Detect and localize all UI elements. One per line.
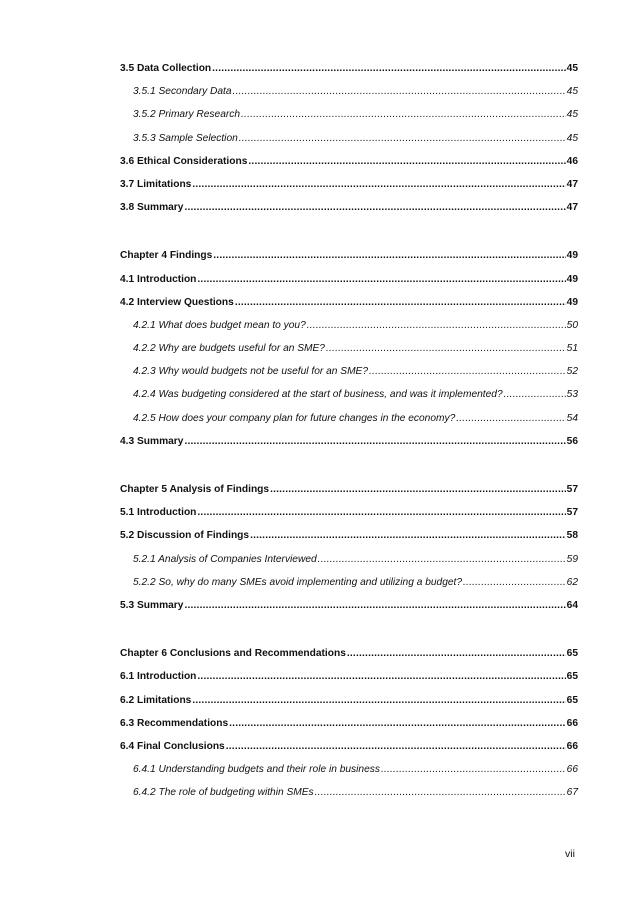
- toc-entry[interactable]: [120, 57, 578, 80]
- toc-entry[interactable]: [120, 478, 578, 501]
- toc-entry-page: 52: [566, 366, 578, 378]
- toc-entry-title: 4.2 Interview Questions: [120, 296, 234, 308]
- toc-subentry[interactable]: [120, 407, 578, 430]
- toc-dot-leader: [270, 478, 566, 501]
- toc-subentry[interactable]: [120, 781, 578, 804]
- toc-dot-leader: [241, 103, 566, 126]
- toc-dot-leader: [307, 314, 566, 337]
- toc-entry-page: 66: [566, 740, 578, 752]
- toc-entry-page: 45: [566, 86, 578, 98]
- toc-dot-leader: [212, 57, 566, 80]
- toc-entry-title: 6.1 Introduction: [120, 671, 197, 683]
- toc-entry-page: 64: [566, 599, 578, 611]
- toc-entry-title: 3.6 Ethical Considerations: [120, 155, 248, 167]
- toc-dot-leader: [315, 781, 566, 804]
- toc-entry-page: 65: [566, 648, 578, 660]
- toc-entry[interactable]: [120, 430, 578, 453]
- toc-subentry[interactable]: [120, 548, 578, 571]
- toc-entry-page: 47: [566, 178, 578, 190]
- toc-dot-leader: [369, 360, 566, 383]
- toc-dot-leader: [239, 127, 566, 150]
- toc-dot-leader: [197, 501, 565, 524]
- toc-entry[interactable]: [120, 291, 578, 314]
- toc-entry[interactable]: [120, 524, 578, 547]
- toc-entry-title: 4.2.1 What does budget mean to you?: [133, 319, 306, 331]
- toc-subentry[interactable]: [120, 571, 578, 594]
- toc-entry-page: 62: [566, 576, 578, 588]
- toc-entry-page: 46: [566, 155, 578, 167]
- toc-entry-page: 65: [566, 694, 578, 706]
- page-number: vii: [565, 848, 575, 860]
- toc-entry-page: 45: [566, 109, 578, 121]
- toc-entry-title: 4.1 Introduction: [120, 273, 197, 285]
- toc-entry-title: 4.2.3 Why would budgets not be useful for an SME?: [133, 366, 369, 378]
- toc-dot-leader: [213, 244, 565, 267]
- toc-entry-page: 49: [566, 250, 578, 262]
- toc-entry-page: 51: [566, 343, 578, 355]
- toc-entry-title: 3.8 Summary: [120, 202, 184, 214]
- toc-dot-leader: [184, 430, 565, 453]
- toc-entry-page: 57: [566, 484, 578, 495]
- toc-entry-title: 5.2.1 Analysis of Companies Interviewed: [133, 553, 317, 565]
- toc-entry-page: 57: [566, 507, 578, 519]
- toc-entry-page: 59: [566, 553, 578, 565]
- toc-entry-title: 5.3 Summary: [120, 599, 184, 611]
- toc-entry-page: 49: [566, 296, 578, 308]
- toc-entry-title: 4.2.4 Was budgeting considered at the start of business, and was it implemented?: [133, 389, 503, 401]
- toc-subentry[interactable]: [120, 337, 578, 360]
- toc-entry[interactable]: [120, 150, 578, 173]
- toc-entry-title: 4.2.5 How does your company plan for future changes in the economy?: [133, 412, 456, 424]
- toc-dot-leader: [184, 196, 565, 219]
- toc-entry-title: 5.2.2 So, why do many SMEs avoid implementing and utilizing a budget?: [133, 576, 463, 588]
- toc-dot-leader: [381, 758, 566, 781]
- toc-entry[interactable]: [120, 642, 578, 665]
- toc-entry-page: 67: [566, 787, 578, 799]
- toc-entry-title: 6.4.2 The role of budgeting within SMEs: [133, 787, 314, 799]
- toc-subentry[interactable]: [120, 314, 578, 337]
- table-of-contents: [120, 57, 578, 804]
- toc-entry-title: 4.2.2 Why are budgets useful for an SME?: [133, 343, 325, 355]
- toc-dot-leader: [326, 337, 566, 360]
- toc-entry-page: 56: [566, 435, 578, 447]
- toc-dot-leader: [456, 407, 565, 430]
- toc-entry-title: 3.5.3 Sample Selection: [133, 132, 238, 144]
- toc-entry-title: 6.2 Limitations: [120, 694, 192, 706]
- toc-subentry[interactable]: [120, 103, 578, 126]
- toc-entry-title: 4.3 Summary: [120, 435, 184, 447]
- toc-subentry[interactable]: [120, 127, 578, 150]
- toc-entry-title: 3.7 Limitations: [120, 178, 192, 190]
- toc-dot-leader: [233, 80, 566, 103]
- toc-entry-title: Chapter 6 Conclusions and Recommendations: [120, 648, 346, 660]
- toc-dot-leader: [192, 173, 565, 196]
- section-spacer: [120, 453, 578, 478]
- toc-entry-page: 49: [566, 273, 578, 285]
- toc-dot-leader: [318, 548, 566, 571]
- toc-entry-title: 3.5 Data Collection: [120, 63, 212, 74]
- toc-subentry[interactable]: [120, 80, 578, 103]
- toc-entry-page: 53: [566, 389, 578, 401]
- toc-subentry[interactable]: [120, 360, 578, 383]
- toc-dot-leader: [197, 268, 565, 291]
- toc-entry-page: 50: [566, 319, 578, 331]
- toc-entry-page: 65: [566, 671, 578, 683]
- toc-entry-title: Chapter 4 Findings: [120, 250, 213, 262]
- toc-entry[interactable]: [120, 735, 578, 758]
- toc-entry-title: 3.5.2 Primary Research: [133, 109, 241, 121]
- toc-entry[interactable]: [120, 689, 578, 712]
- toc-entry-page: 45: [566, 63, 578, 74]
- toc-entry[interactable]: [120, 244, 578, 267]
- toc-dot-leader: [347, 642, 566, 665]
- toc-dot-leader: [235, 291, 566, 314]
- toc-dot-leader: [248, 150, 565, 173]
- toc-entry-page: 66: [566, 764, 578, 776]
- toc-entry-title: 6.4 Final Conclusions: [120, 740, 225, 752]
- toc-entry[interactable]: [120, 173, 578, 196]
- toc-entry[interactable]: [120, 501, 578, 524]
- toc-entry-page: 47: [566, 202, 578, 214]
- toc-dot-leader: [250, 524, 566, 547]
- toc-dot-leader: [197, 665, 565, 688]
- toc-dot-leader: [184, 594, 565, 617]
- toc-entry[interactable]: [120, 594, 578, 617]
- toc-entry[interactable]: [120, 196, 578, 219]
- toc-entry-title: 6.4.1 Understanding budgets and their role in business: [133, 764, 380, 776]
- toc-entry-page: 54: [566, 412, 578, 424]
- toc-entry-title: 5.1 Introduction: [120, 507, 197, 519]
- toc-entry-page: 58: [566, 530, 578, 542]
- toc-dot-leader: [229, 712, 566, 735]
- toc-entry-page: 45: [566, 132, 578, 144]
- toc-entry-title: Chapter 5 Analysis of Findings: [120, 484, 270, 495]
- section-spacer: [120, 617, 578, 642]
- toc-subentry[interactable]: [120, 383, 578, 406]
- toc-subentry[interactable]: [120, 758, 578, 781]
- toc-entry[interactable]: [120, 712, 578, 735]
- toc-entry-page: 66: [566, 717, 578, 729]
- toc-dot-leader: [463, 571, 566, 594]
- toc-dot-leader: [226, 735, 566, 758]
- toc-dot-leader: [192, 689, 565, 712]
- toc-entry[interactable]: [120, 665, 578, 688]
- toc-entry-title: 6.3 Recommendations: [120, 717, 229, 729]
- toc-entry-title: 3.5.1 Secondary Data: [133, 86, 232, 98]
- toc-dot-leader: [504, 383, 566, 406]
- section-spacer: [120, 219, 578, 244]
- toc-entry[interactable]: [120, 268, 578, 291]
- toc-entry-title: 5.2 Discussion of Findings: [120, 530, 250, 542]
